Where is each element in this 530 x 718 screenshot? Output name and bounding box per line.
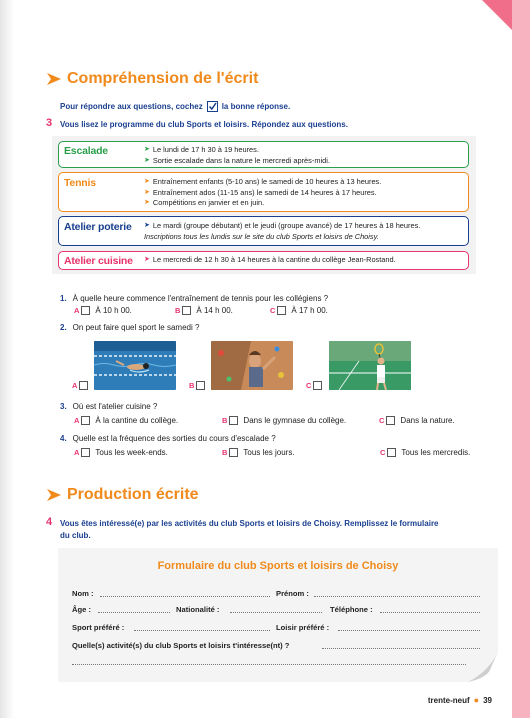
question-2: 2. On peut faire quel sport le samedi ? <box>60 323 200 332</box>
triangle-bullet-icon: ➤ <box>144 146 150 153</box>
tennis-photo <box>329 341 411 390</box>
page-edge-band <box>512 0 530 718</box>
q1-option-b[interactable]: B À 14 h 00. <box>175 306 233 315</box>
checkbox[interactable] <box>229 448 238 457</box>
prenom-label: Prénom : <box>276 589 309 598</box>
activity-details: ➤ Le mercredi de 12 h 30 à 14 heures à la cantine du collège Jean-Rostand. <box>144 255 396 264</box>
age-label: Âge : <box>72 605 91 614</box>
activity-escalade <box>58 141 469 168</box>
checkbox[interactable] <box>229 416 238 425</box>
question-4: 4. Quelle est la fréquence des sorties du cours d'escalade ? <box>60 434 276 443</box>
climbing-photo <box>211 341 293 390</box>
bullet-dot-icon: ● <box>473 695 480 705</box>
activites-field-line2[interactable] <box>72 664 466 665</box>
checkbox[interactable] <box>81 448 90 457</box>
activity-details: ➤ Entraînement enfants (5-10 ans) le samedi de 10 heures à 13 heures. ➤ Entraînement ados (11-15 ans) le samedi de 14 heures à 17 heures. ➤ Compétitions en janvier et en juin. <box>144 177 382 207</box>
activity-name: Tennis <box>64 177 96 189</box>
sport-field[interactable] <box>134 630 270 631</box>
activity-cuisine <box>58 251 469 270</box>
question-3: 3. Où est l'atelier cuisine ? <box>60 402 158 411</box>
q2-option-a[interactable]: A <box>72 381 93 390</box>
nationalite-label: Nationalité : <box>176 605 220 614</box>
exercise-number-3: 3 <box>46 117 53 129</box>
checkbox[interactable] <box>81 416 90 425</box>
page-gutter-shadow <box>0 0 14 718</box>
exercise-4-instruction-line2: du club. <box>60 531 91 540</box>
telephone-label: Téléphone : <box>330 605 373 614</box>
q1-option-c[interactable]: C À 17 h 00. <box>270 306 328 315</box>
q1-option-a[interactable]: A À 10 h 00. <box>74 306 132 315</box>
section-title-comprehension: Compréhension de l'écrit <box>47 70 258 88</box>
checkbox[interactable] <box>182 306 191 315</box>
page-curl-icon <box>468 652 498 682</box>
checkbox[interactable] <box>277 306 286 315</box>
q3-option-a[interactable]: A À la cantine du collège. <box>74 416 179 425</box>
sport-label: Sport préféré : <box>72 623 125 632</box>
nom-field[interactable] <box>100 596 270 597</box>
q3-option-c[interactable]: C Dans la nature. <box>379 416 455 425</box>
triangle-bullet-icon: ➤ <box>144 256 150 263</box>
nationalite-field[interactable] <box>230 612 322 613</box>
activity-details: ➤ Le lundi de 17 h 30 à 19 heures. ➤ Sortie escalade dans la nature le mercredi après-midi. <box>144 145 330 165</box>
triangle-bullet-icon: ➤ <box>144 199 150 206</box>
activity-name: Escalade <box>64 145 108 157</box>
telephone-field[interactable] <box>380 612 480 613</box>
triangle-bullet-icon: ➤ <box>144 156 150 164</box>
activity-poterie <box>58 216 469 246</box>
triangle-bullet-icon: ➤ <box>144 178 150 185</box>
registration-form <box>58 548 498 682</box>
q4-option-a[interactable]: A Tous les week-ends. <box>74 448 168 457</box>
q3-option-b[interactable]: B Dans le gymnase du collège. <box>222 416 347 425</box>
swimming-photo <box>94 341 176 390</box>
activity-details: ➤ Le mardi (groupe débutant) et le jeudi (groupe avancé) de 17 heures à 18 heures. Inscriptions tous les lundis sur le site du club Sports et loisirs de Choisy. <box>144 221 421 241</box>
activites-question-label: Quelle(s) activité(s) du club Sports et loisirs t'intéresse(nt) ? <box>72 641 290 650</box>
triangle-bullet-icon: ➤ <box>144 188 150 196</box>
activity-name: Atelier cuisine <box>64 255 133 267</box>
checkbox[interactable] <box>313 381 322 390</box>
exercise-4-instruction-line1: Vous êtes intéressé(e) par les activités du club Sports et loisirs de Choisy. Remplissez le formulaire <box>60 519 439 528</box>
corner-decoration <box>482 0 512 30</box>
loisir-label: Loisir préféré : <box>276 623 330 632</box>
age-field[interactable] <box>98 612 170 613</box>
checkbox[interactable] <box>81 306 90 315</box>
checkbox[interactable] <box>79 381 88 390</box>
activity-tennis <box>58 172 469 212</box>
arrow-icon <box>47 73 61 85</box>
exercise-3-instruction: Vous lisez le programme du club Sports et loisirs. Répondez aux questions. <box>60 120 348 129</box>
section-title-production: Production écrite <box>47 486 199 504</box>
instruction: Pour répondre aux questions, cochez la bonne réponse. <box>60 102 291 111</box>
checkbox[interactable] <box>387 448 396 457</box>
activity-name: Atelier poterie <box>64 221 132 233</box>
prenom-field[interactable] <box>314 596 480 597</box>
checkbox[interactable] <box>386 416 395 425</box>
form-title: Formulaire du club Sports et loisirs de Choisy <box>157 560 399 572</box>
q4-option-b[interactable]: B Tous les jours. <box>222 448 295 457</box>
activites-field-line1[interactable] <box>322 648 480 649</box>
q2-option-b[interactable]: B <box>189 381 210 390</box>
loisir-field[interactable] <box>338 630 480 631</box>
question-1: 1. À quelle heure commence l'entraînement de tennis pour les collégiens ? <box>60 294 329 303</box>
page-footer: trente-neuf ● 39 <box>427 695 492 705</box>
nom-label: Nom : <box>72 589 94 598</box>
triangle-bullet-icon: ➤ <box>144 222 150 229</box>
checkbox[interactable] <box>196 381 205 390</box>
checked-box-icon <box>207 101 218 112</box>
arrow-icon <box>47 489 61 501</box>
q2-option-c[interactable]: C <box>306 381 327 390</box>
page-number: 39 <box>483 695 492 705</box>
q4-option-c[interactable]: C Tous les mercredis. <box>380 448 471 457</box>
exercise-number-4: 4 <box>46 516 53 528</box>
